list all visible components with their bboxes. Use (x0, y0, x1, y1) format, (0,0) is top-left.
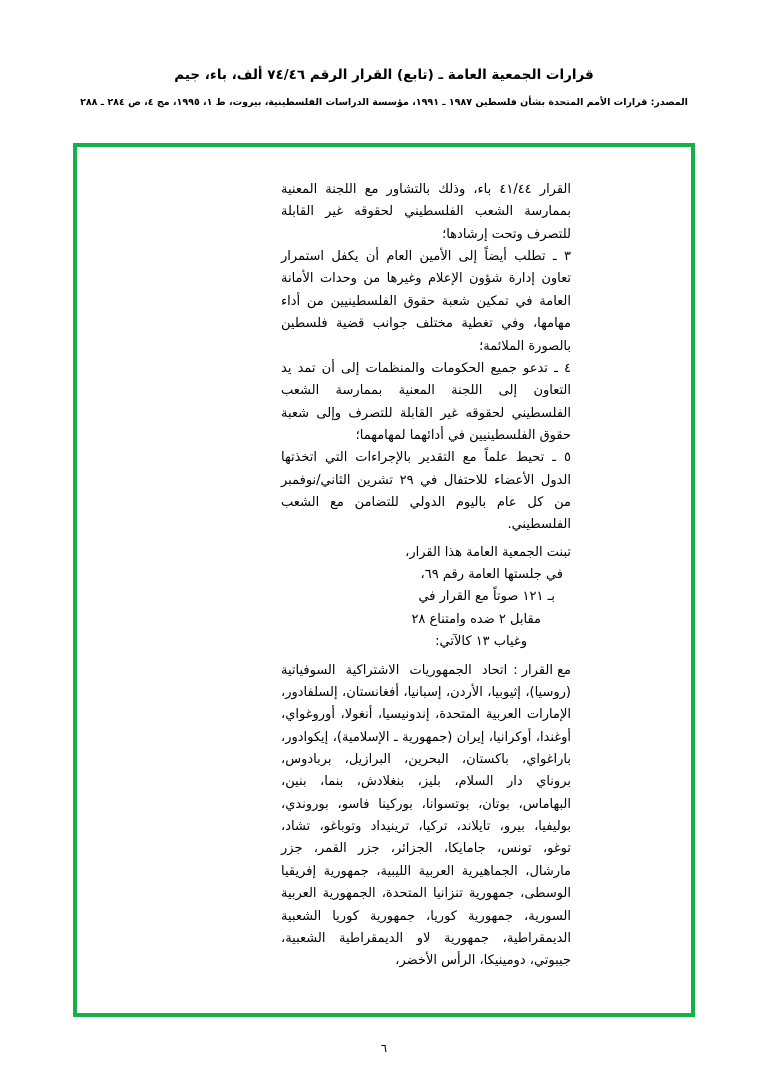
countries-in-favour (281, 660, 571, 973)
page-header (0, 0, 768, 109)
countries-list: اتحاد الجمهوريات الاشتراكية السوفياتية (روسيا)، إثيوبيا، الأردن، إسبانيا، أفغانستان، إلسلفادور، الإمارات العربية المتحدة، إندونيسيا، أنغولا، أوروغواي، أوغندا، أوكرانيا، إيران (جمهورية ـ الإسلامية)، إيكوادور، باراغواي، باكستان، البحرين، البرازيل، بربادوس، بروناي دار السلام، بليز، بنغلادش، بنما، بنين، البهاماس، بوتان، بوتسوانا، بوركينا فاسو، بوروندي، بوليفيا، بيرو، تايلاند، تركيا، ترينيداد وتوباغو، تشاد، توغو، تونس، جامايكا، الجزائر، جزر القمر، جزر مارشال، الجماهيرية العربية الليبية، جمهورية إفريقيا الوسطى، جمهورية تنزانيا المتحدة، الجمهورية العربية السورية، جمهورية كوريا، جمهورية كوريا الشعبية الديمقراطية، جمهورية لاو الديمقراطية الشعبية، جيبوتي، دومينيكا، الرأس الأخضر، (281, 662, 571, 969)
content-frame (73, 143, 695, 1017)
vote-line-against-abstain: مقابل ٢ ضده وامتناع ٢٨ (411, 611, 541, 627)
source-line: المصدر: قرارات الأمم المتحدة بشأن فلسطين ١٩٨٧ ـ ١٩٩١، مؤسسة الدراسات الفلسطينية، بيروت، ط ١، ١٩٩٥، مج ٤، ص ٢٨٤ ـ ٢٨٨ (80, 96, 688, 108)
vote-line-adopted: تبنت الجمعية العامة هذا القرار، (405, 544, 571, 560)
page-title: قرارات الجمعية العامة ـ (تابع) القرار الرقم ٧٤/٤٦ ألف، باء، جيم (174, 67, 594, 83)
vote-line-in-favour: بـ ١٢١ صوتاً مع القرار في (418, 589, 555, 605)
page-number: ٦ (380, 1041, 388, 1055)
vote-block (281, 542, 571, 654)
countries-label: مع القرار : (513, 662, 571, 678)
paragraph-5: ٥ ـ تحيط علماً مع التقدير بالإجراءات التي اتخذتها الدول الأعضاء للاحتفال في ٢٩ تشرين الثاني/نوفمبر من كل عام باليوم الدولي للتضامن مع الشعب الفلسطيني. (281, 450, 571, 533)
paragraph-continuation: القرار ٤١/٤٤ باء، وذلك بالتشاور مع اللجنة المعنية بممارسة الشعب الفلسطيني لحقوقه غير القابلة للتصرف وتحت إرشادها؛ (281, 182, 571, 242)
vote-line-absent: وغياب ١٣ كالآتي: (435, 634, 527, 650)
vote-line-meeting: في جلستها العامة رقم ٦٩، (420, 567, 563, 583)
document-body (281, 179, 571, 973)
paragraph-3: ٣ ـ تطلب أيضاً إلى الأمين العام أن يكفل استمرار تعاون إدارة شؤون الإعلام وغيرها من وحدات الأمانة العامة في تمكين شعبة حقوق الفلسطينيين من أداء مهامها، وفي تغطية مختلف جوانب قضية فلسطين بالصورة الملائمة؛ (281, 249, 571, 354)
paragraph-4: ٤ ـ تدعو جميع الحكومات والمنظمات إلى أن تمد يد التعاون إلى اللجنة المعنية بممارسة الشعب الفلسطيني لحقوقه غير القابلة للتصرف وإلى شعبة حقوق الفلسطينيين في أدائهما لمهامهما؛ (281, 360, 571, 443)
